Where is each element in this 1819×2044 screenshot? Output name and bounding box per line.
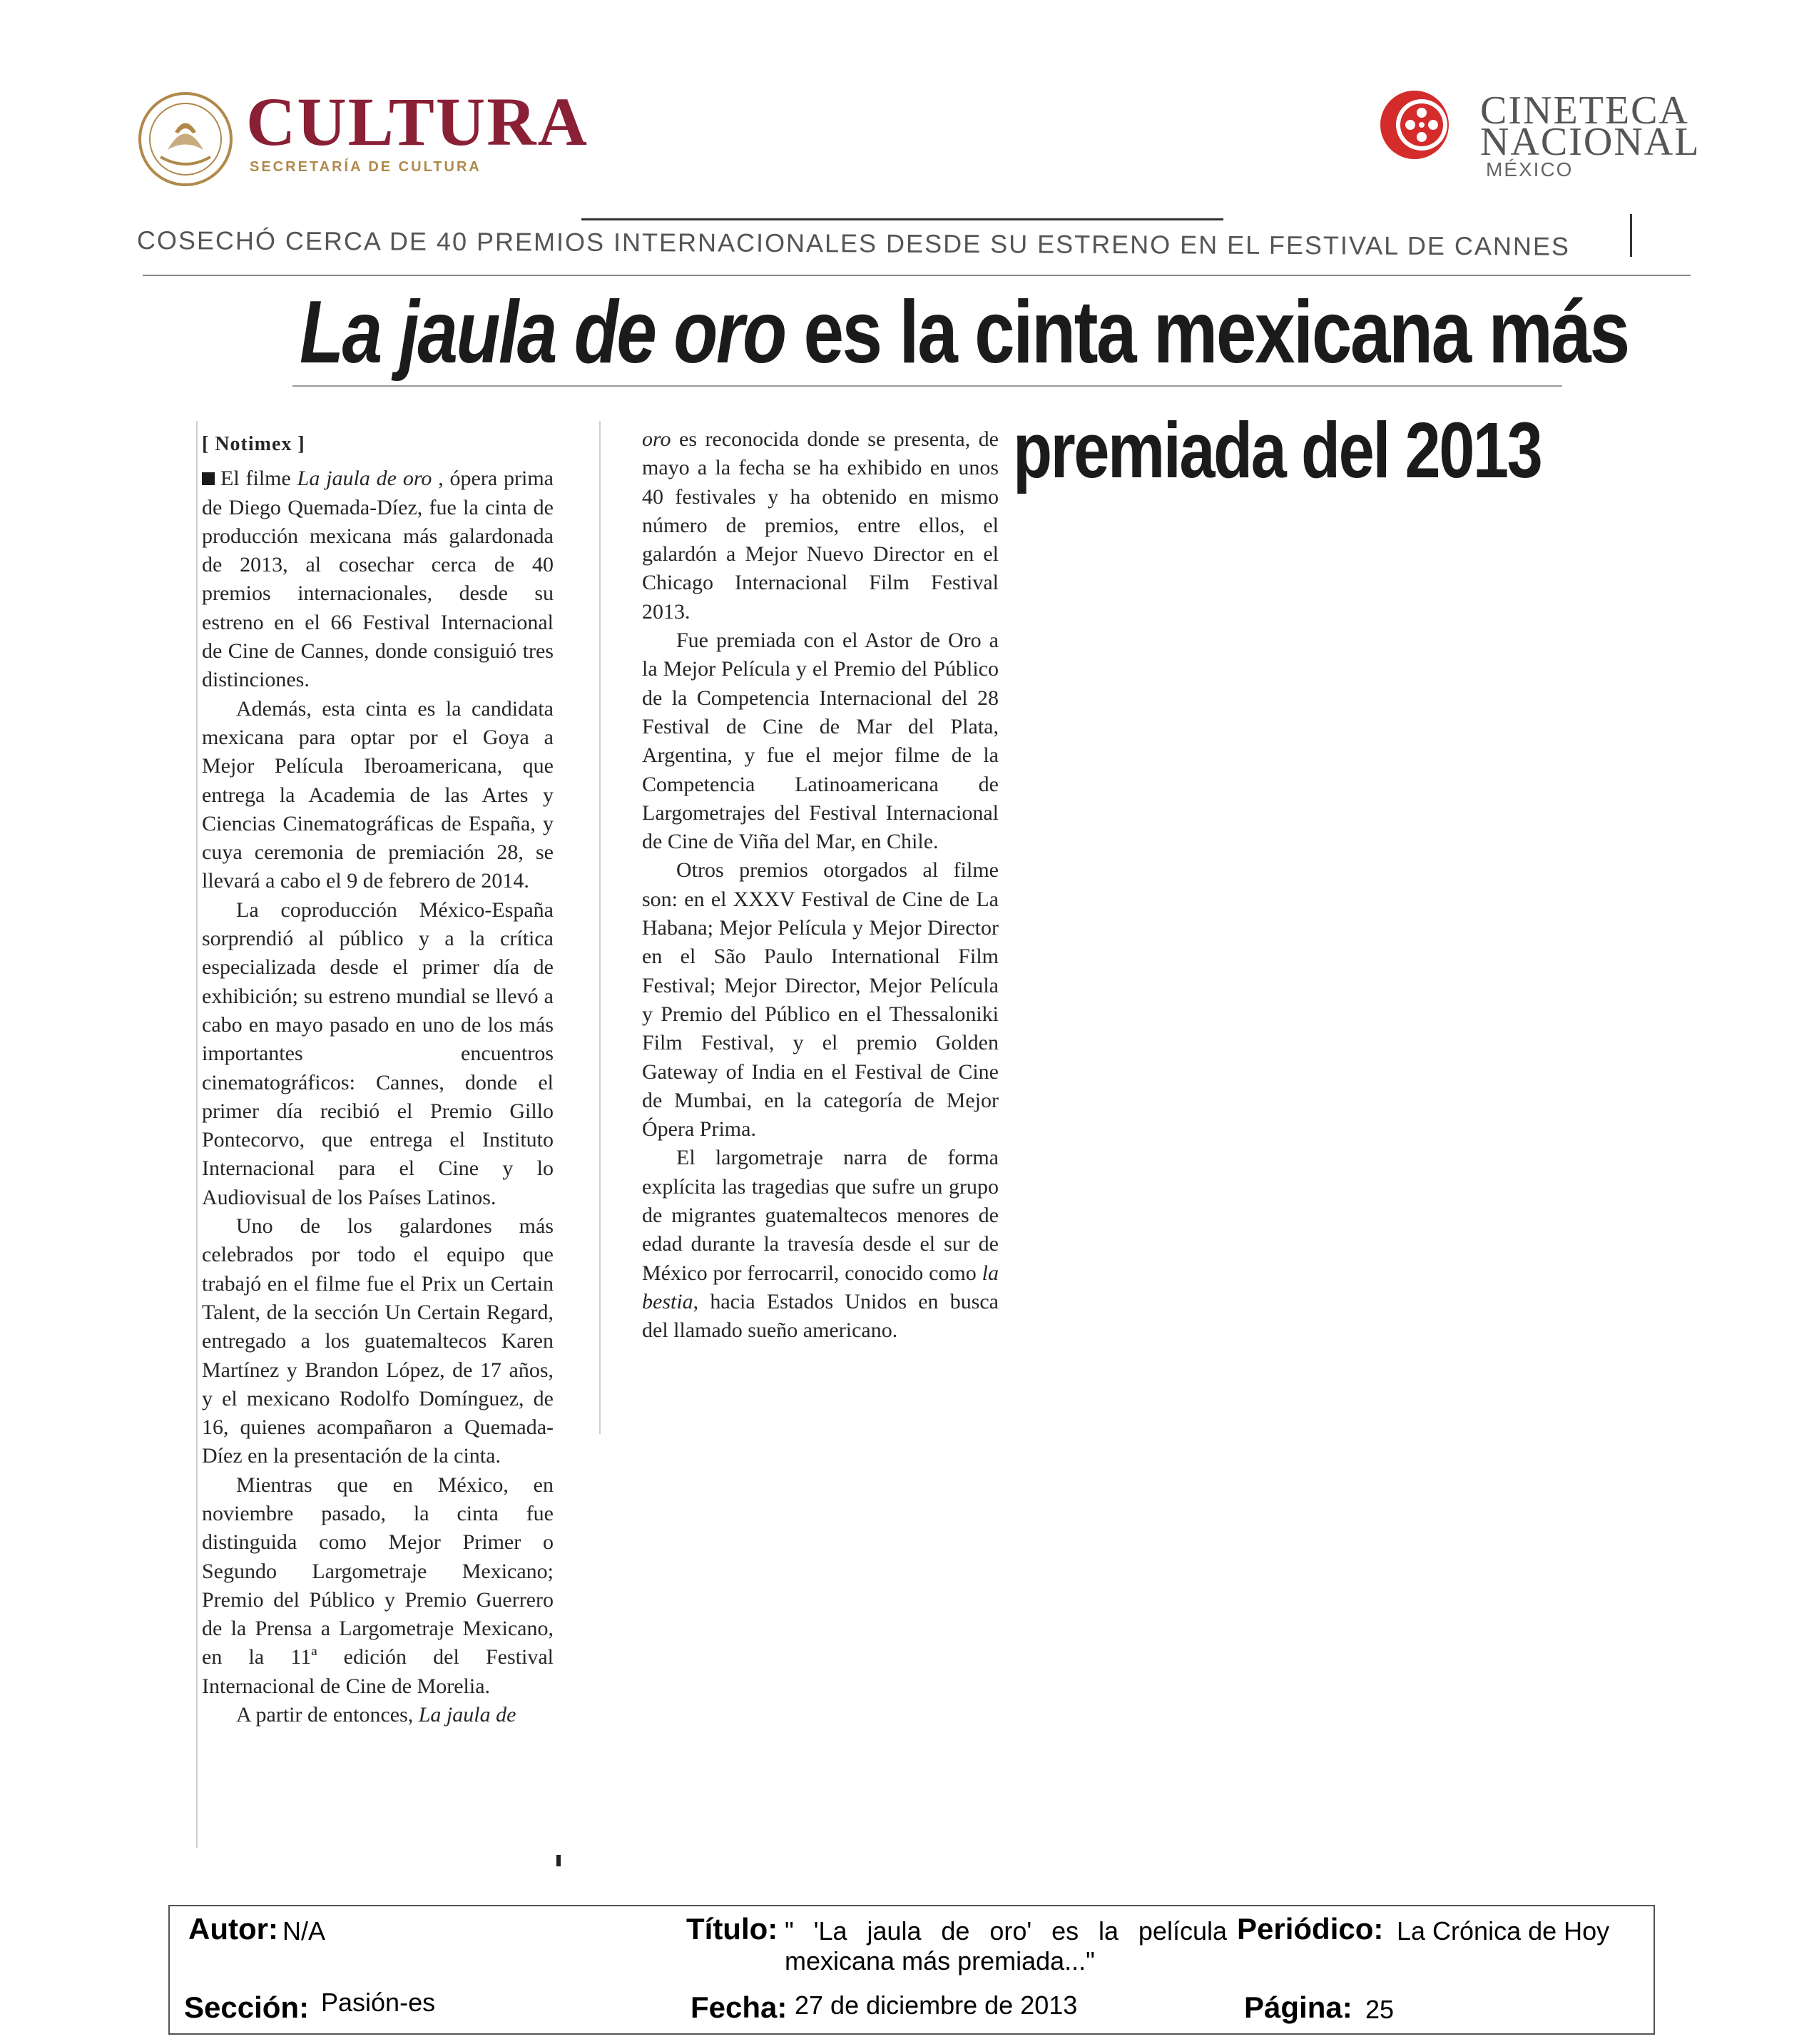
top-rule (581, 218, 1223, 220)
clip-edge-left (196, 421, 198, 1848)
article-column-1 (202, 430, 554, 1729)
col1-paragraph-1 (202, 464, 554, 694)
col1-p1-lead: El filme (220, 467, 297, 491)
col2-paragraph-2: Fue premiada con el Astor de Oro a la Mejor Película y el Premio del Público de la Competencia Internacional del 28 Festival de Cine de Mar del Plata, Argentina, y fue el mejor filme de la Competencia Latinoamericana de Largometrajes del Festival Internacional de Cine de Viña del Mar, en Chile. (642, 629, 999, 854)
col2-p4-lead: El largometraje narra de forma explícita las tragedias que sufre un grupo de migrantes guatemaltecos menores de edad durante la travesía desde el sur de México por ferrocarril, conocido como (642, 1146, 999, 1285)
cineteca-logo (1373, 82, 1701, 182)
periodico-value: La Crónica de Hoy (1397, 1916, 1610, 1946)
clip-edge-mid (599, 421, 601, 1434)
cineteca-line2: NACIONAL (1480, 120, 1701, 164)
col2-p1-rest: es reconocida donde se presenta, de mayo a la fecha se ha exhibido en unos 40 festivales y ha obtenido en mismo número de premios, entre ellos, el galardón a Mejor Nuevo Director en el Chicago Internacional Film Festival 2013. (642, 427, 999, 624)
bullet-icon (202, 472, 215, 485)
article-column-2 (642, 425, 999, 1346)
cultura-subtitle: SECRETARÍA DE CULTURA (250, 159, 482, 175)
col1-paragraph-5: Mientras que en México, en noviembre pasado, la cinta fue distinguida como Mejor Primer o Segundo Largometraje Mexicano; Premio del Público y Premio Guerrero de la Prensa a Largometraje Mexicano, en la 11ª edición del Festival Internacional de Cine de Morelia. (202, 1473, 554, 1698)
col1-paragraph-3: La coproducción México-España sorprendió al público y a la crítica especializada desde el primer día de exhibición; su estreno mundial se llevó a cabo en mayo pasado en uno de los más importantes encuentros cinematográficos: Cannes, donde el primer día recibió el Premio Gillo Pontecorvo, que entrega el Instituto Internacional para el Cine y lo Audiovisual de los Países Latinos. (202, 898, 554, 1209)
headline-rest: es la cinta mexicana más (785, 283, 1629, 382)
clip-end-mark (556, 1855, 561, 1866)
col2-paragraph-4 (642, 1144, 999, 1345)
seccion-label: Sección: (184, 1990, 310, 2024)
col2-paragraph-1 (642, 425, 999, 626)
cineteca-line1: CINETECA (1480, 88, 1689, 133)
periodico-label: Periódico: (1237, 1912, 1384, 1946)
titulo-label: Título: (686, 1912, 778, 1946)
headline-italic: La jaula de oro (300, 283, 785, 382)
col2-p1-italic: oro (642, 427, 671, 451)
col1-paragraph-4: Uno de los galardones más celebrados por todo el equipo que trabajó en el filme fue el Prix un Certain Talent, de la sección Un Certain Regard, entregado a los guatemaltecos Karen Martínez y Brandon López, de 17 años, y el mexicano Rodolfo Domínguez, de 16, quienes acompañaron a Quemada-Díez en la presentación de la cinta. (202, 1214, 554, 1468)
pagina-value: 25 (1365, 1995, 1395, 2024)
col1-p1-italic: La jaula de oro (297, 467, 432, 491)
fecha-label: Fecha: (691, 1990, 788, 2024)
mexico-seal-icon (136, 89, 235, 189)
col1-p1-rest: , ópera prima de Diego Quemada-Díez, fue la cinta de producción mexicana más galardonada de 2013, al cosechar cerca de 40 premios internacionales, desde su estreno en el 66 Festival Internacional de Cine de Cannes, donde consiguió tres distinciones. (202, 467, 554, 692)
col2-p4-rest: , hacia Estados Unidos en busca del llamado sueño americano. (642, 1289, 999, 1343)
autor-label: Autor: (188, 1912, 278, 1946)
headline-rule (292, 385, 1562, 387)
fecha-value: 27 de diciembre de 2013 (795, 1990, 1078, 2020)
titulo-value: " 'La jaula de oro' es la película mexicana más premiada..." (785, 1916, 1227, 1976)
seccion-value: Pasión-es (321, 1988, 436, 2017)
cineteca-line3: MÉXICO (1486, 158, 1574, 180)
cultura-wordmark: CULTURA (246, 83, 588, 160)
pagina-label: Página: (1244, 1990, 1352, 2024)
article-kicker: COSECHÓ CERCA DE 40 PREMIOS INTERNACIONALES DESDE SU ESTRENO EN EL FESTIVAL DE CANNES (136, 225, 1571, 261)
kicker-rule (143, 275, 1691, 276)
col1-p6-italic: La jaula de (418, 1703, 516, 1727)
clipping-info-box (168, 1905, 1655, 2035)
col1-p6-lead: A partir de entonces, (236, 1703, 419, 1727)
film-reel-icon (1373, 86, 1459, 164)
article-headline-line1 (300, 282, 1629, 383)
cultura-logo (136, 82, 621, 189)
agency-credit: [ Notimex ] (202, 433, 305, 455)
autor-value: N/A (282, 1916, 326, 1946)
col1-paragraph-2: Además, esta cinta es la candidata mexicana para optar por el Goya a Mejor Película Iberoamericana, que entrega la Academia de las Artes y Ciencias Cinematográficas de España, y cuya ceremonia de premiación 28, se llevará a cabo el 9 de febrero de 2014. (202, 696, 554, 893)
col2-p4-italic: la bestia (642, 1261, 999, 1313)
article-headline-line2: premiada del 2013 (1013, 407, 1542, 494)
col2-paragraph-3: Otros premios otorgados al filme son: en el XXXV Festival de Cine de La Habana; Mejor Película y Mejor Director en el São Paulo International Film Festival; Mejor Director, Mejor Película y Premio del Público en el Thessaloniki Film Festival, y el premio Golden Gateway of India en el Festival de Cine de Mumbai, en la categoría de Mejor Ópera Prima. (642, 858, 999, 1142)
col1-paragraph-6 (202, 1701, 554, 1729)
